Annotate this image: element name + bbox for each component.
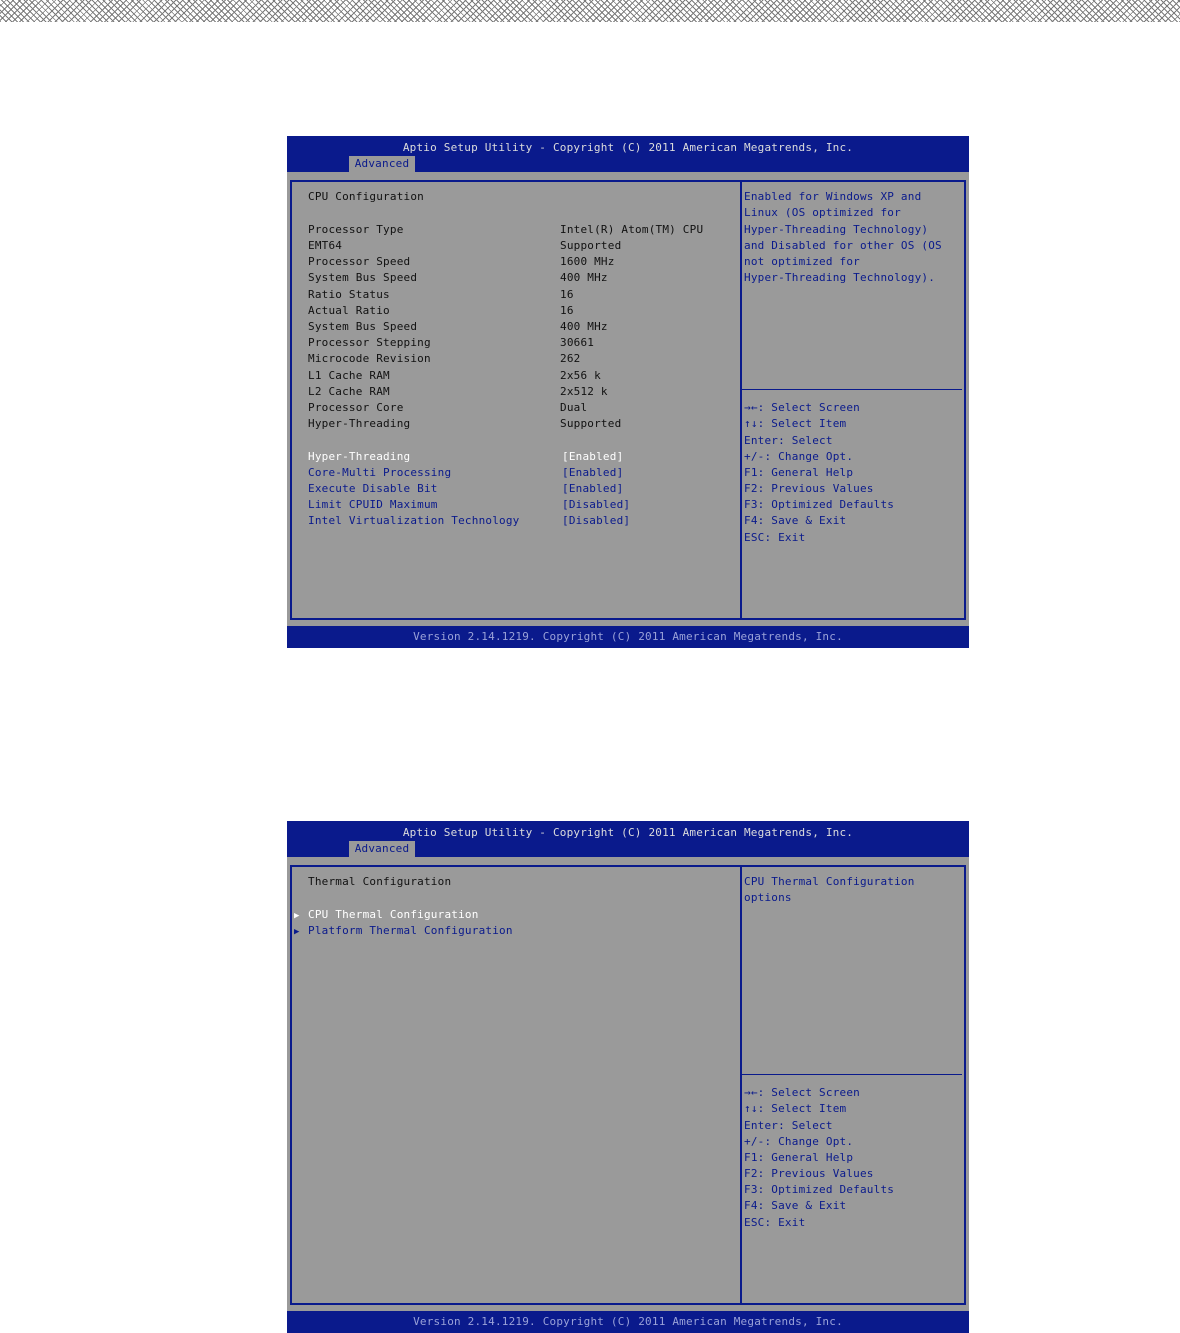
key-hint: F4: Save & Exit — [744, 514, 847, 527]
key-hint: F3: Optimized Defaults — [744, 1183, 895, 1196]
option-value[interactable]: [Enabled] — [562, 466, 624, 479]
info-label: Hyper-Threading — [308, 417, 411, 430]
info-value: Intel(R) Atom(TM) CPU — [560, 223, 704, 236]
section-title: CPU Configuration — [308, 190, 424, 203]
option-value[interactable]: [Disabled] — [562, 498, 631, 511]
footer-bar: Version 2.14.1219. Copyright (C) 2011 American Megatrends, Inc. — [287, 1311, 969, 1333]
help-line: options — [744, 891, 792, 904]
bios-screen-thermal-configuration — [287, 821, 969, 1333]
option-value[interactable]: [Enabled] — [562, 450, 624, 463]
option-core-multi-processing[interactable]: Core-Multi Processing — [308, 466, 452, 479]
section-title: Thermal Configuration — [308, 875, 452, 888]
help-line: CPU Thermal Configuration — [744, 875, 915, 888]
header-title: Aptio Setup Utility - Copyright (C) 2011 American Megatrends, Inc. — [402, 141, 854, 154]
info-value: Supported — [560, 417, 622, 430]
footer-bar: Version 2.14.1219. Copyright (C) 2011 American Megatrends, Inc. — [287, 626, 969, 648]
key-hint: ↑↓: Select Item — [744, 417, 847, 430]
option-limit-cpuid-maximum[interactable]: Limit CPUID Maximum — [308, 498, 438, 511]
help-line: not optimized for — [744, 255, 860, 268]
help-line: Hyper-Threading Technology). — [744, 271, 936, 284]
option-value[interactable]: [Disabled] — [562, 514, 631, 527]
info-value: 1600 MHz — [560, 255, 615, 268]
info-label: Actual Ratio — [308, 304, 390, 317]
right-triangle-icon: ▶ — [294, 911, 300, 921]
info-label: System Bus Speed — [308, 271, 418, 284]
submenu-platform-thermal-configuration[interactable]: Platform Thermal Configuration — [308, 924, 513, 937]
info-label: Processor Core — [308, 401, 404, 414]
info-label: L2 Cache RAM — [308, 385, 390, 398]
info-value: Dual — [560, 401, 588, 414]
key-hint: Enter: Select — [744, 1119, 833, 1132]
key-hint: ESC: Exit — [744, 1216, 806, 1229]
key-hint: F4: Save & Exit — [744, 1199, 847, 1212]
right-triangle-icon: ▶ — [294, 927, 300, 937]
info-value: Supported — [560, 239, 622, 252]
option-execute-disable-bit[interactable]: Execute Disable Bit — [308, 482, 438, 495]
header-bar — [287, 821, 969, 857]
help-line: Linux (OS optimized for — [744, 206, 901, 219]
top-decorative-strip — [0, 0, 1180, 22]
help-line: Enabled for Windows XP and — [744, 190, 922, 203]
key-hint: F1: General Help — [744, 466, 854, 479]
option-intel-virtualization-technology[interactable]: Intel Virtualization Technology — [308, 514, 520, 527]
info-value: 30661 — [560, 336, 595, 349]
key-hint: ESC: Exit — [744, 531, 806, 544]
help-line: Hyper-Threading Technology) — [744, 223, 929, 236]
key-hint: +/-: Change Opt. — [744, 450, 854, 463]
info-label: Processor Stepping — [308, 336, 431, 349]
info-label: Ratio Status — [308, 288, 390, 301]
info-value: 400 MHz — [560, 320, 608, 333]
info-label: Microcode Revision — [308, 352, 431, 365]
tab-advanced[interactable]: Advanced — [349, 841, 415, 857]
key-hint: +/-: Change Opt. — [744, 1135, 854, 1148]
key-hint: F2: Previous Values — [744, 1167, 874, 1180]
key-hint: ↑↓: Select Item — [744, 1102, 847, 1115]
header-bar — [287, 136, 969, 172]
submenu-cpu-thermal-configuration[interactable]: CPU Thermal Configuration — [308, 908, 479, 921]
info-label: Processor Speed — [308, 255, 411, 268]
info-value: 2x512 k — [560, 385, 608, 398]
key-hint: F3: Optimized Defaults — [744, 498, 895, 511]
info-label: EMT64 — [308, 239, 343, 252]
info-value: 16 — [560, 288, 574, 301]
info-label: System Bus Speed — [308, 320, 418, 333]
key-hint: Enter: Select — [744, 434, 833, 447]
info-value: 16 — [560, 304, 574, 317]
help-line: and Disabled for other OS (OS — [744, 239, 942, 252]
key-hint: →←: Select Screen — [744, 401, 860, 414]
key-hint: →←: Select Screen — [744, 1086, 860, 1099]
info-value: 400 MHz — [560, 271, 608, 284]
option-value[interactable]: [Enabled] — [562, 482, 624, 495]
help-divider — [742, 1074, 962, 1075]
bios-screen-cpu-configuration — [287, 136, 969, 648]
key-hint: F1: General Help — [744, 1151, 854, 1164]
info-value: 262 — [560, 352, 581, 365]
info-label: L1 Cache RAM — [308, 369, 390, 382]
tab-advanced[interactable]: Advanced — [349, 156, 415, 172]
info-label: Processor Type — [308, 223, 404, 236]
option-hyper-threading[interactable]: Hyper-Threading — [308, 450, 411, 463]
help-divider — [742, 389, 962, 390]
key-hint: F2: Previous Values — [744, 482, 874, 495]
header-title: Aptio Setup Utility - Copyright (C) 2011 American Megatrends, Inc. — [402, 826, 854, 839]
info-value: 2x56 k — [560, 369, 601, 382]
